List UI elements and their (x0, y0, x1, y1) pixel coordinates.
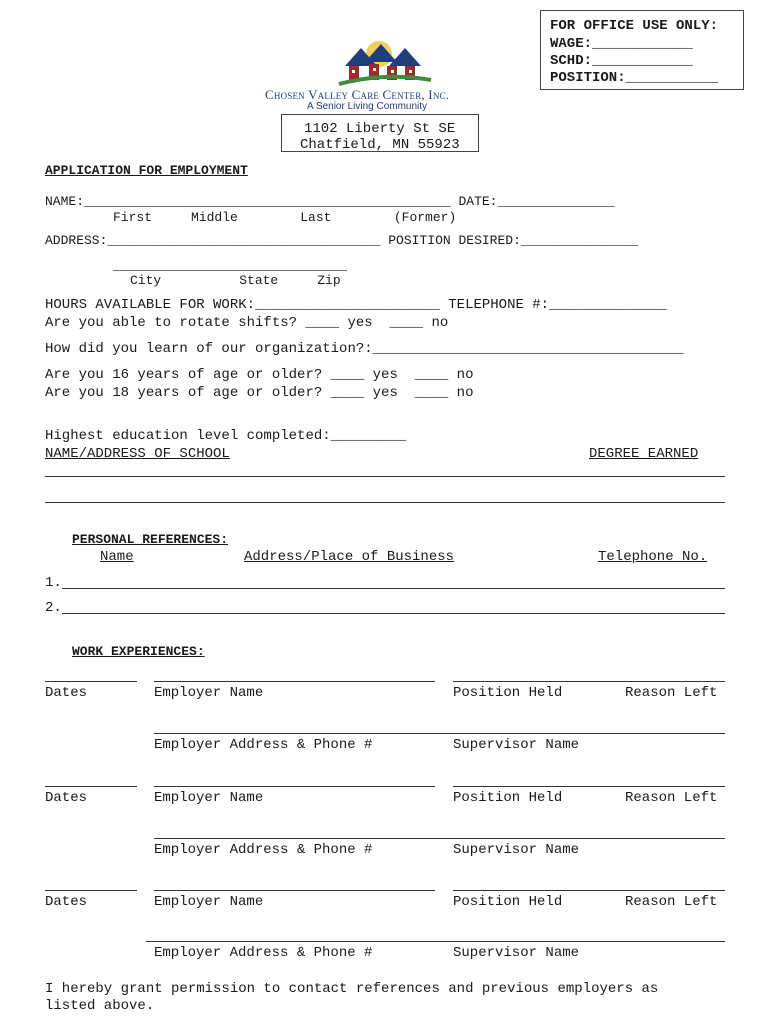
work3-employer-label: Employer Name (154, 894, 264, 910)
office-use-box (540, 10, 744, 90)
work1-employer-line[interactable] (154, 681, 435, 682)
org-address-line1: 1102 Liberty St SE (304, 121, 456, 137)
work2-address-label: Employer Address & Phone # (154, 842, 373, 858)
office-schd-field[interactable]: SCHD:____________ (550, 53, 693, 69)
work2-employer-label: Employer Name (154, 790, 264, 806)
learn-organization-field[interactable]: How did you learn of our organization?:_____________________________________ (45, 341, 684, 357)
work2-position-label: Position Held (453, 790, 563, 806)
name-date-field[interactable]: NAME:_______________________________________________ DATE:_______________ (45, 194, 615, 209)
org-name: Chosen Valley Care Center, Inc. (265, 87, 450, 102)
work1-reason-label: Reason Left (625, 685, 718, 701)
work1-address-line[interactable] (154, 733, 725, 734)
houses-sun-logo-icon (335, 38, 435, 88)
office-wage-field[interactable]: WAGE:____________ (550, 36, 693, 52)
work1-position-label: Position Held (453, 685, 563, 701)
references-col-address: Address/Place of Business (244, 549, 455, 565)
work2-reason-label: Reason Left (625, 790, 718, 806)
age-18-question[interactable]: Are you 18 years of age or older? ____ yes ____ no (45, 385, 474, 401)
age-16-question[interactable]: Are you 16 years of age or older? ____ yes ____ no (45, 367, 474, 383)
name-sub-labels: First Middle Last (Former) (113, 210, 457, 225)
school-line-1[interactable] (45, 476, 725, 477)
permission-statement-line1: I hereby grant permission to contact references and previous employers as (45, 981, 659, 997)
city-state-zip-field[interactable]: ______________________________ (113, 258, 348, 273)
degree-header: DEGREE EARNED (589, 446, 699, 462)
work3-address-label: Employer Address & Phone # (154, 945, 373, 961)
reference-row-1-number: 1. (45, 575, 62, 591)
work1-employer-label: Employer Name (154, 685, 264, 701)
work2-dates-label: Dates (45, 790, 88, 806)
work2-address-line[interactable] (154, 838, 725, 839)
reference-row-2-number: 2. (45, 600, 62, 616)
work1-supervisor-label: Supervisor Name (453, 737, 580, 753)
work3-supervisor-label: Supervisor Name (453, 945, 580, 961)
work3-address-line[interactable] (146, 941, 725, 942)
work2-employer-line[interactable] (154, 786, 435, 787)
work2-dates-line[interactable] (45, 786, 137, 787)
form-title: APPLICATION FOR EMPLOYMENT (45, 163, 248, 178)
reference-row-1-line[interactable] (62, 588, 725, 589)
work-title: WORK EXPERIENCES: (72, 644, 205, 659)
reference-row-2-line[interactable] (62, 613, 725, 614)
city-state-zip-labels: City State Zip (130, 273, 341, 288)
work2-supervisor-label: Supervisor Name (453, 842, 580, 858)
school-line-2[interactable] (45, 502, 725, 503)
work1-position-line[interactable] (453, 681, 725, 682)
office-position-field[interactable]: POSITION:___________ (550, 70, 719, 86)
references-col-name: Name (100, 549, 134, 565)
org-tagline: A Senior Living Community (307, 101, 428, 112)
work1-dates-label: Dates (45, 685, 88, 701)
work3-position-label: Position Held (453, 894, 563, 910)
references-col-phone: Telephone No. (598, 549, 708, 565)
work1-address-label: Employer Address & Phone # (154, 737, 373, 753)
org-address-line2: Chatfield, MN 55923 (300, 137, 460, 152)
work1-dates-line[interactable] (45, 681, 137, 682)
office-use-title: FOR OFFICE USE ONLY: (550, 18, 719, 34)
school-header: NAME/ADDRESS OF SCHOOL (45, 446, 230, 462)
permission-statement-line2: listed above. (45, 998, 155, 1014)
work2-position-line[interactable] (453, 786, 725, 787)
work3-position-line[interactable] (453, 890, 725, 891)
org-logo (335, 38, 435, 88)
work3-reason-label: Reason Left (625, 894, 718, 910)
hours-telephone-field[interactable]: HOURS AVAILABLE FOR WORK:______________________ TELEPHONE #:______________ (45, 297, 667, 313)
work3-employer-line[interactable] (154, 890, 435, 891)
references-title: PERSONAL REFERENCES: (72, 532, 229, 547)
org-address-box (281, 114, 479, 152)
rotate-shifts-question[interactable]: Are you able to rotate shifts? ____ yes ____ no (45, 315, 449, 331)
education-level-field[interactable]: Highest education level completed:_________ (45, 428, 407, 444)
work3-dates-line[interactable] (45, 890, 137, 891)
work3-dates-label: Dates (45, 894, 88, 910)
address-position-field[interactable]: ADDRESS:___________________________________ POSITION DESIRED:_______________ (45, 233, 638, 248)
